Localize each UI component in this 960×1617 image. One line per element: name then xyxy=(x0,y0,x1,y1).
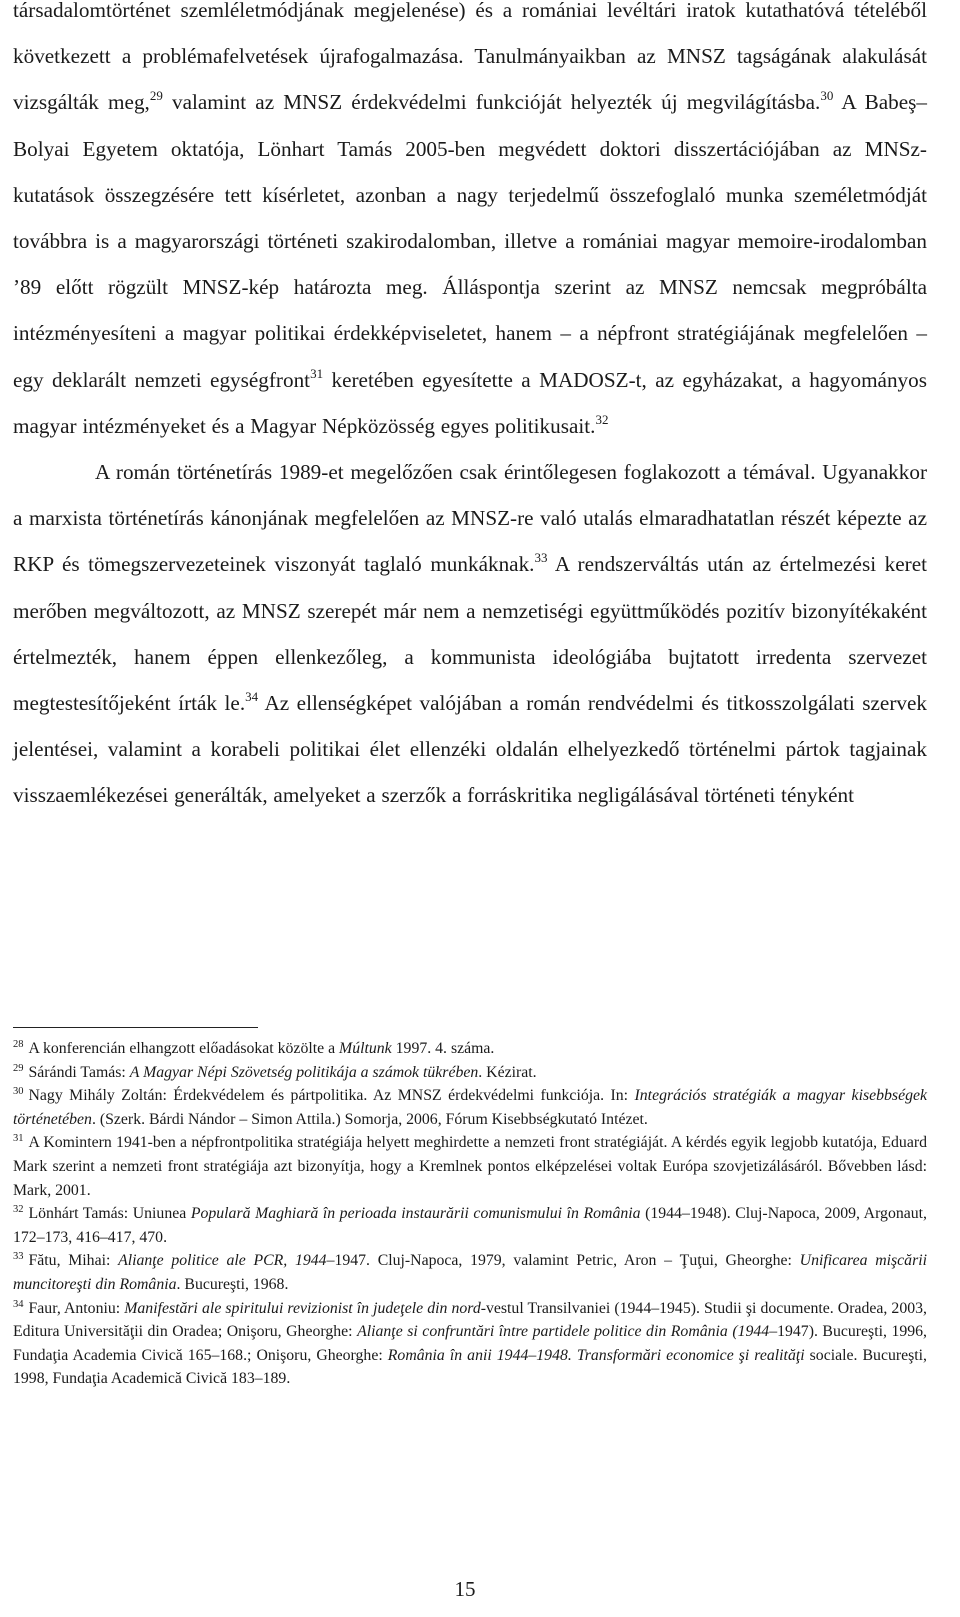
page-number: 15 xyxy=(454,1577,476,1601)
footnote-ref-33[interactable]: 33 xyxy=(534,550,548,566)
footnotes xyxy=(13,1037,927,1391)
paragraph-2: A román történetírás 1989-et megelőzően csak érintőlegesen foglakozott a témával. Ugyanakkor a marxista történetírás kánonjának megfelelően az MNSZ-re való utalás elmaradhatatlan részét képezte az RKP és tömegszervezeteinek viszonyát taglaló munkáknak.$^{33}$ A rendszerváltás után az értelmezési keret merőben megváltozott, az MNSZ szerepét már nem a nemzetiségi együttműködés pozitív bizonyítékaként értelmezték, hanem éppen ellenkezőleg, a kommunista ideológiába bujtatott irredenta szervezet megtestesítőjeként írták le.$^{34}$ Az ellenségképet valójában a román rendvédelmi és titkosszolgálati szervek jelentései, valamint a korabeli politikai élet ellenzéki oldalán elhelyezkedő történelmi pártok tagjainak visszaemlékezései generálták, amelyeket a szerzők a forráskritika negligálásával történeti tényként xyxy=(13,460,927,808)
footnote-34: $^{34}$ Faur, Antoniu: Manifestări ale spiritului revizionist în judeţele din nord-vestul Transilvaniei (1944–1945). Studii şi documente. Oradea, 2003, Editura Universităţii din Oradea; Onişoru, Gheorghe: Alianţe si confruntări între partidele politice din România (1944–1947). Bucureşti, 1996, Fundaţia Academia Civică 165–168.; Onişoru, Gheorghe: România în anii 1944–1948. Transformări economice şi realităţi sociale. Bucureşti, 1998, Fundaţia Academică Civică 183–189. xyxy=(13,1298,928,1388)
footnote-ref-32[interactable]: 32 xyxy=(595,411,609,427)
main-text xyxy=(13,0,927,819)
paragraph-1: társadalomtörténet szemléletmódjának megjelenése) és a romániai levéltári iratok kutathatóvá tételéből következett a problémafelvetések újrafogalmazása. Tanulmányaikban az MNSZ tagságának alakulását vizsgálták meg,$^{29}$ valamint az MNSZ érdekvédelmi funkcióját helyezték új megvilágításba.$^{30}$ A Babeş–Bolyai Egyetem oktatója, Lönhart Tamás 2005-ben megvédett doktori disszertációjában az MNSz-kutatások összegzésére tett kísérletet, azonban a nagy terjedelmű összefoglaló munka személetmódját továbbra is a magyarországi történeti szakirodalomban, illetve a romániai magyar memoire-irodalomban ’89 előtt rögzült MNSZ-kép határozta meg. Álláspontja szerint az MNSZ nemcsak megpróbálta intézményesíteni a magyar politikai érdekképviseletet, hanem – a népfront stratégiájának megfelelően – egy deklarált nemzeti egységfront$^{31}$ keretében egyesítette a MADOSZ-t, az egyházakat, a hagyományos magyar intézményeket és a Magyar Népközösség egyes politikusait.$^{32}$ xyxy=(13,0,927,438)
footnote-28: $^{28}$ A konferencián elhangzott előadásokat közölte a Múltunk 1997. 4. száma. xyxy=(13,1039,495,1057)
footnote-ref-30[interactable]: 30 xyxy=(820,88,834,104)
footnote-32: $^{32}$ Lönhárt Tamás: Uniunea Populară Maghiară în perioada instaurării comunismului în România (1944–1948). Cluj-Napoca, 2009, Argonaut, 172–173, 416–417, 470. xyxy=(13,1204,928,1246)
footnote-ref-34[interactable]: 34 xyxy=(245,689,259,705)
footnote-ref-31[interactable]: 31 xyxy=(310,365,324,381)
footnote-29: $^{29}$ Sárándi Tamás: A Magyar Népi Szövetség politikája a számok tükrében. Kézirat. xyxy=(13,1062,537,1081)
footnote-separator xyxy=(13,1027,258,1028)
footnote-ref-29[interactable]: 29 xyxy=(149,88,163,104)
footnote-30: $^{30}$ Nagy Mihály Zoltán: Érdekvédelem és pártpolitika. Az MNSZ érdekvédelmi funkciója. In: Integrációs stratégiák a magyar kisebbségek történetében. (Szerk. Bárdi Nándor – Simon Attila.) Somorja, 2006, Fórum Kisebbségkutató Intézet. xyxy=(13,1086,927,1128)
footnote-33: $^{33}$ Fătu, Mihai: Alianţe politice ale PCR, 1944–1947. Cluj-Napoca, 1979, valamint Petric, Aron – Ţuţui, Gheorghe: Unificarea mişcării muncitoreşti din România. Bucureşti, 1968. xyxy=(13,1251,927,1293)
footnote-31: $^{31}$ A Komintern 1941-ben a népfrontpolitika stratégiája helyett meghirdette a nemzeti front stratégiáját. A kérdés egyik legjobb kutatója, Eduard Mark szerint a nemzeti front stratégiája azt bizonyítja, hogy a Kremlnek pontos elképzelései voltak Európa szovjetizálásáról. Bővebben lásd: Mark, 2001. xyxy=(13,1133,927,1199)
